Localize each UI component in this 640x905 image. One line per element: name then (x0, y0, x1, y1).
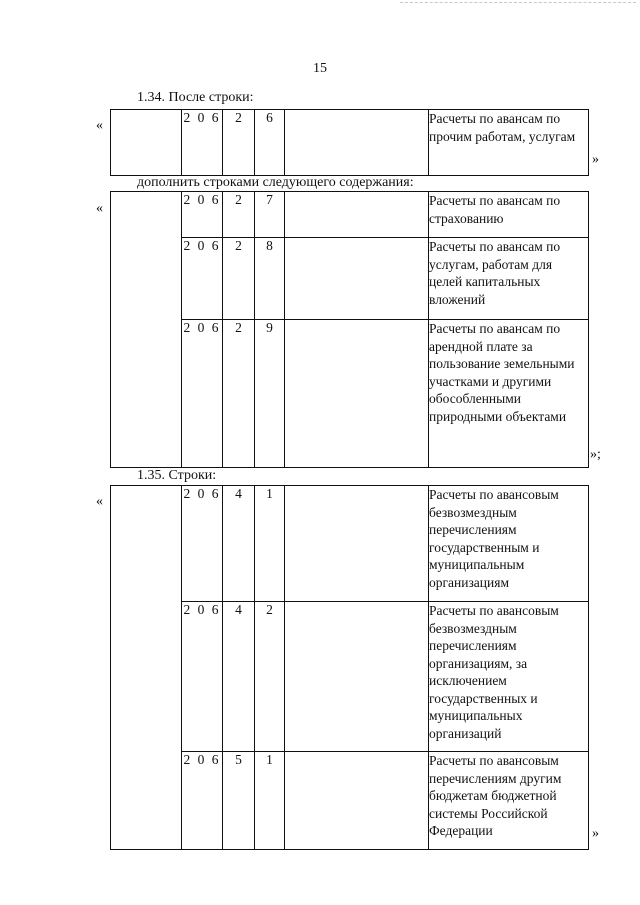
code-a-cell: 2 0 6 (182, 752, 223, 850)
description-cell: Расчеты по авансам по прочим работам, услугам (429, 110, 589, 176)
empty-cell (285, 320, 429, 468)
empty-cell (111, 486, 182, 850)
empty-cell (111, 192, 182, 468)
close-quote: » (592, 826, 599, 841)
description-cell: Расчеты по авансам по арендной плате за пользование земельными участками и другими обособленными природными объектами (429, 320, 589, 468)
table-row (111, 110, 589, 176)
table-row (111, 486, 589, 602)
code-b-cell: 2 (223, 192, 255, 238)
description-cell: Расчеты по авансовым безвозмездным перечислениям государственным и муниципальным организациям (429, 486, 589, 602)
close-quote: » (592, 152, 599, 167)
table-row (111, 320, 589, 468)
code-c-cell: 8 (255, 238, 285, 320)
section-heading-1-34: 1.34. После строки: (137, 90, 254, 105)
table-1 (110, 109, 589, 176)
code-b-cell: 2 (223, 320, 255, 468)
table-row (111, 602, 589, 752)
code-c-cell: 1 (255, 486, 285, 602)
empty-cell (285, 238, 429, 320)
code-a-cell: 2 0 6 (182, 238, 223, 320)
empty-cell (285, 752, 429, 850)
code-a-cell: 2 0 6 (182, 110, 223, 176)
open-quote: « (96, 118, 103, 133)
code-c-cell: 2 (255, 602, 285, 752)
code-b-cell: 4 (223, 602, 255, 752)
code-a-cell: 2 0 6 (182, 602, 223, 752)
open-quote: « (96, 201, 103, 216)
open-quote: « (96, 494, 103, 509)
code-c-cell: 7 (255, 192, 285, 238)
code-a-cell: 2 0 6 (182, 192, 223, 238)
empty-cell (285, 486, 429, 602)
description-cell: Расчеты по авансам по страхованию (429, 192, 589, 238)
code-b-cell: 2 (223, 110, 255, 176)
description-cell: Расчеты по авансовым безвозмездным перечислениям организациям, за исключением государственных и муниципальных организаций (429, 602, 589, 752)
empty-cell (285, 602, 429, 752)
empty-cell (285, 110, 429, 176)
close-quote: »; (590, 447, 601, 462)
scan-top-line (400, 2, 636, 3)
empty-cell (111, 110, 182, 176)
code-c-cell: 9 (255, 320, 285, 468)
table-row (111, 238, 589, 320)
section-heading-1-35: 1.35. Строки: (137, 468, 217, 483)
empty-cell (285, 192, 429, 238)
description-cell: Расчеты по авансам по услугам, работам для целей капитальных вложений (429, 238, 589, 320)
code-b-cell: 2 (223, 238, 255, 320)
code-b-cell: 4 (223, 486, 255, 602)
code-c-cell: 6 (255, 110, 285, 176)
code-b-cell: 5 (223, 752, 255, 850)
table-row (111, 192, 589, 238)
code-a-cell: 2 0 6 (182, 486, 223, 602)
table-3 (110, 485, 589, 850)
section-heading-add-rows: дополнить строками следующего содержания: (137, 175, 414, 190)
table-row (111, 752, 589, 850)
description-cell: Расчеты по авансовым перечислениям другим бюджетам бюджетной системы Российской Федерации (429, 752, 589, 850)
table-2 (110, 191, 589, 468)
code-c-cell: 1 (255, 752, 285, 850)
code-a-cell: 2 0 6 (182, 320, 223, 468)
page-number: 15 (313, 61, 327, 76)
